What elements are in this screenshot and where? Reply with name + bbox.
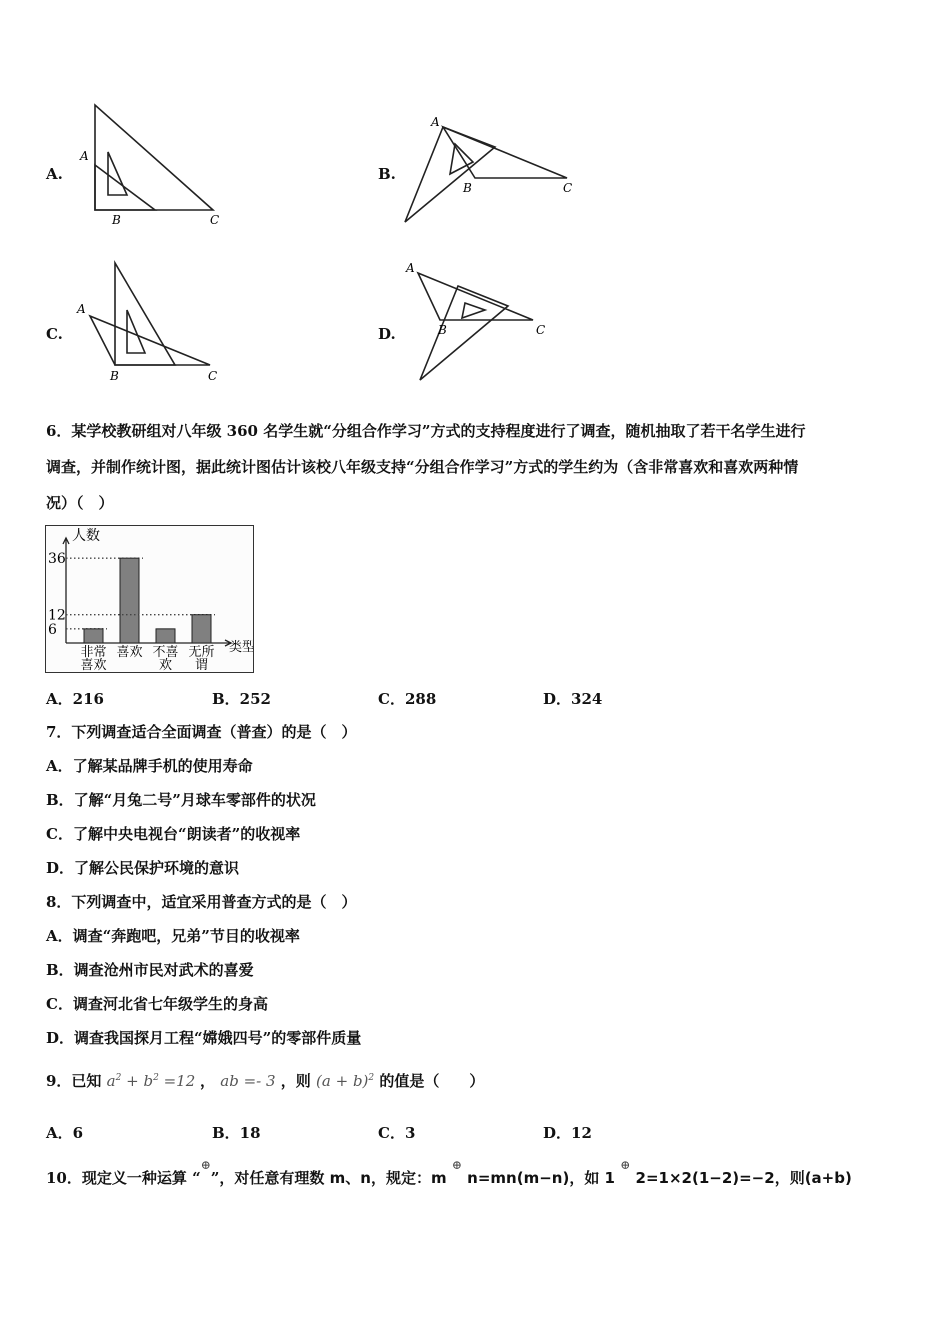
triangle-figure-d xyxy=(400,258,570,383)
label-a: A xyxy=(431,115,440,129)
q9-expr-3: $(a + b)^2$ xyxy=(316,1072,375,1090)
option-a-label: A. xyxy=(46,165,63,183)
x-tick-label: 喜欢 xyxy=(116,645,143,660)
option-b-label: B. xyxy=(378,165,396,183)
x-tick-label: 不喜 xyxy=(152,645,179,660)
q6-answer-c: C．288 xyxy=(378,690,437,708)
label-b: B xyxy=(112,213,121,227)
oplus-symbol: ⊕ xyxy=(200,1158,211,1172)
label-b: B xyxy=(463,181,472,195)
q10-stem xyxy=(46,1158,852,1189)
label-b: B xyxy=(110,369,119,383)
y-axis-label: 人数 xyxy=(72,528,100,544)
q8-option-c: C．调查河北省七年级学生的身高 xyxy=(46,995,268,1013)
label-c: C xyxy=(208,369,218,383)
q6-line-1: 6．某学校教研组对八年级 360 名学生就“分组合作学习”方式的支持程度进行了调查，随机抽取了若干名学生进行 xyxy=(46,422,806,440)
q10-mn: m、n xyxy=(329,1169,371,1187)
q10-example: 2=1×2(1−2)=−2 xyxy=(635,1169,775,1187)
q10-mid: ”，对任意有理数 xyxy=(210,1169,330,1187)
option-d-label: D. xyxy=(378,325,396,343)
q10-prefix: 10．现定义一种运算 “ xyxy=(46,1169,201,1187)
q10-m: m xyxy=(430,1169,447,1187)
q9-answer-c: C．3 xyxy=(378,1124,416,1142)
label-c: C xyxy=(536,323,546,337)
q10-rule-pre: ，规定： xyxy=(370,1169,431,1187)
oplus-symbol: ⊕ xyxy=(620,1158,631,1172)
q10-ex-pre: ，如 xyxy=(569,1169,605,1187)
q9-suffix: 的值是（ ） xyxy=(379,1072,485,1090)
q7-stem: 7．下列调查适合全面调查（普查）的是（ ） xyxy=(46,723,357,741)
x-tick-label: 欢 xyxy=(158,658,173,672)
label-b: B xyxy=(438,323,447,337)
q10-tail: ，则(a+b) xyxy=(774,1169,852,1187)
q7-option-c: C．了解中央电视台“朗读者”的收视率 xyxy=(46,825,301,843)
q9-sep-1: ， xyxy=(200,1072,216,1090)
x-tick-label: 非常 xyxy=(80,645,107,660)
q9-expr-1: $a^2 + b^2 =12$ xyxy=(106,1072,196,1090)
oplus-symbol: ⊕ xyxy=(451,1158,462,1172)
q6-answer-b: B．252 xyxy=(212,690,271,708)
q9-answer-d: D．12 xyxy=(543,1124,592,1142)
q7-option-b: B．了解“月兔二号”月球车零部件的状况 xyxy=(46,791,316,809)
label-c: C xyxy=(563,181,573,195)
label-a: A xyxy=(80,149,89,163)
q10-one: 1 xyxy=(604,1169,615,1187)
q9-expr-2: ab =- 3 xyxy=(220,1072,276,1090)
q8-stem: 8．下列调查中，适宜采用普查方式的是（ ） xyxy=(46,893,357,911)
x-tick-label: 谓 xyxy=(194,658,209,672)
y-tick-label: 6 xyxy=(48,621,57,638)
q10-rule: n=mn(m−n) xyxy=(467,1169,570,1187)
q6-line-3: 况）（ ） xyxy=(46,494,114,512)
q8-option-d: D．调查我国探月工程“嫦娥四号”的零部件质量 xyxy=(46,1029,362,1047)
q6-line-2: 调查，并制作统计图，据此统计图估计该校八年级支持“分组合作学习”方式的学生约为（含非常喜欢和喜欢两种情 xyxy=(46,458,799,476)
q7-option-a: A．了解某品牌手机的使用寿命 xyxy=(46,757,253,775)
bar-喜欢 xyxy=(120,558,139,643)
q6-answer-a: A．216 xyxy=(46,690,104,708)
q9-answer-a: A．6 xyxy=(46,1124,84,1142)
label-a: A xyxy=(77,302,86,316)
bar-非常喜欢 xyxy=(84,629,103,643)
q8-option-a: A．调查“奔跑吧，兄弟”节目的收视率 xyxy=(46,927,300,945)
triangle-figure-a xyxy=(75,100,235,230)
x-axis-label: 类型 xyxy=(229,640,253,655)
triangle-figure-b xyxy=(395,112,585,227)
bar-chart-frame xyxy=(45,525,254,673)
label-c: C xyxy=(210,213,220,227)
q9-answer-b: B．18 xyxy=(212,1124,261,1142)
q9-stem xyxy=(46,1068,484,1091)
q7-option-d: D．了解公民保护环境的意识 xyxy=(46,859,240,877)
q9-sep-2: ，则 xyxy=(280,1072,311,1090)
bar-chart xyxy=(46,526,253,672)
y-tick-label: 36 xyxy=(48,551,66,568)
x-tick-label: 喜欢 xyxy=(80,658,107,672)
y-tick-label: 12 xyxy=(48,607,66,624)
x-tick-label: 无所 xyxy=(188,645,215,660)
label-a: A xyxy=(406,261,415,275)
bar-不喜欢 xyxy=(156,629,175,643)
q6-answer-d: D．324 xyxy=(543,690,603,708)
q8-option-b: B．调查沧州市民对武术的喜爱 xyxy=(46,961,254,979)
bar-无所谓 xyxy=(192,615,211,643)
triangle-figure-c xyxy=(75,258,235,388)
option-c-label: C. xyxy=(46,325,63,343)
q9-prefix: 9．已知 xyxy=(46,1072,102,1090)
